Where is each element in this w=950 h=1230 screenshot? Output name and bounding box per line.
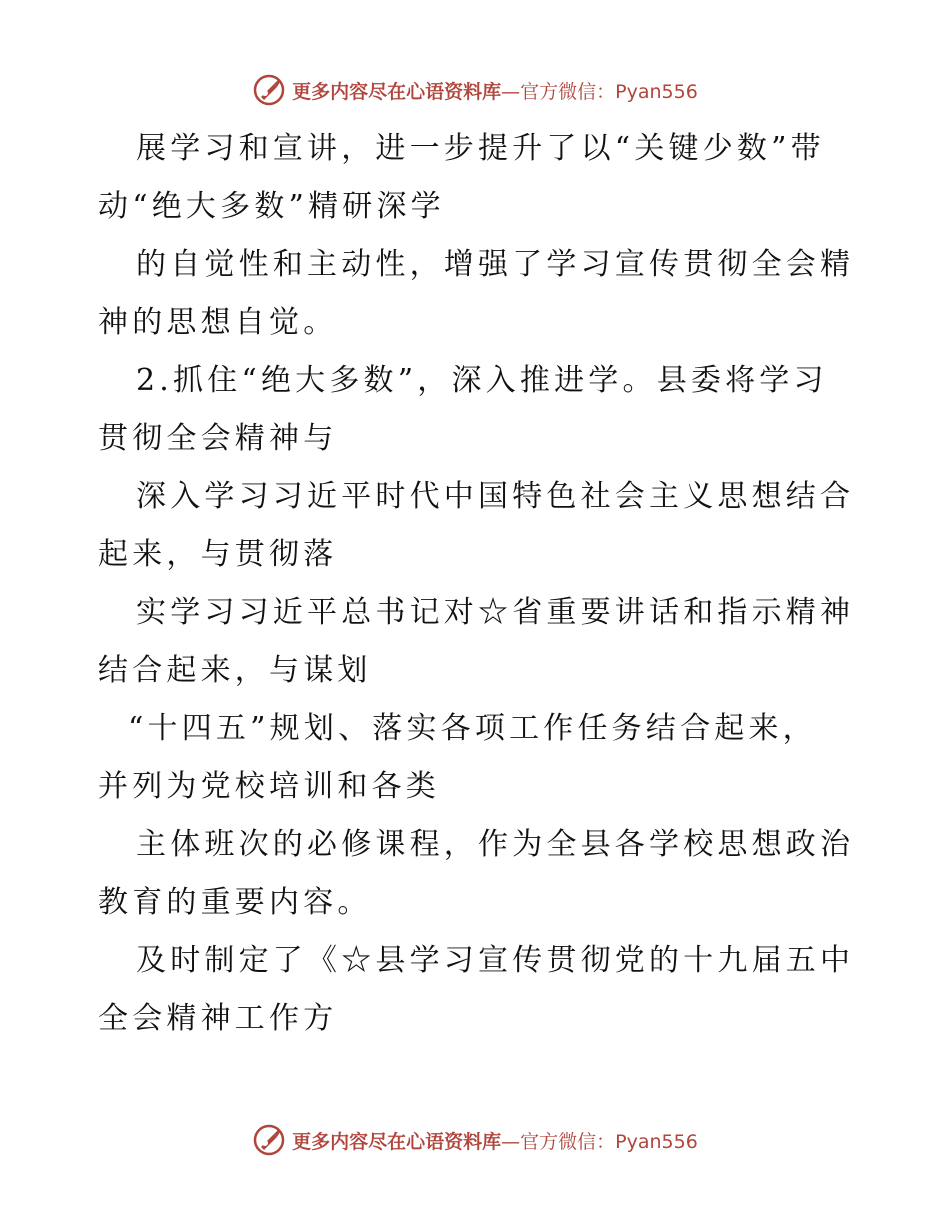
- body-line: 起来，与贯彻落: [98, 537, 338, 572]
- banner-sub-text: 官方微信：Pyan556: [520, 80, 698, 103]
- body-line: 及时制定了《☆县学习宣传贯彻党的十九届五中: [136, 943, 855, 978]
- document-body: [98, 120, 858, 1048]
- body-line: 教育的重要内容。: [98, 885, 372, 920]
- pen-nib-logo-icon: [252, 1123, 286, 1157]
- body-line: 动“绝大多数”精研深学: [98, 189, 445, 224]
- banner-separator: —: [501, 80, 521, 103]
- body-line: 展学习和宣讲，进一步提升了以“关键少数”带: [136, 131, 825, 166]
- body-line: 全会精神工作方: [98, 1001, 338, 1036]
- body-line: 神的思想自觉。: [98, 305, 338, 340]
- body-line: 的自觉性和主动性，增强了学习宣传贯彻全会精: [136, 247, 855, 282]
- body-line: 贯彻全会精神与: [98, 421, 338, 456]
- body-line: 2.抓住“绝大多数”，深入推进学。县委将学习: [136, 363, 828, 398]
- body-line: “十四五”规划、落实各项工作任务结合起来，: [128, 711, 817, 746]
- header-banner: [0, 70, 950, 110]
- banner-main-text: 更多内容尽在心语资料库: [292, 80, 502, 103]
- body-line: 结合起来，与谋划: [98, 653, 372, 688]
- banner-main-text: 更多内容尽在心语资料库: [292, 1130, 502, 1153]
- body-line: 实学习习近平总书记对☆省重要讲话和指示精神: [136, 595, 855, 630]
- body-line: 主体班次的必修课程，作为全县各学校思想政治: [136, 827, 855, 862]
- banner-text: [292, 77, 698, 104]
- banner-separator: —: [501, 1130, 521, 1153]
- banner-sub-text: 官方微信：Pyan556: [520, 1130, 698, 1153]
- body-line: 并列为党校培训和各类: [98, 769, 440, 804]
- body-line: 深入学习习近平时代中国特色社会主义思想结合: [136, 479, 855, 514]
- banner-text: [292, 1127, 698, 1154]
- pen-nib-logo-icon: [252, 73, 286, 107]
- footer-banner: [0, 1120, 950, 1160]
